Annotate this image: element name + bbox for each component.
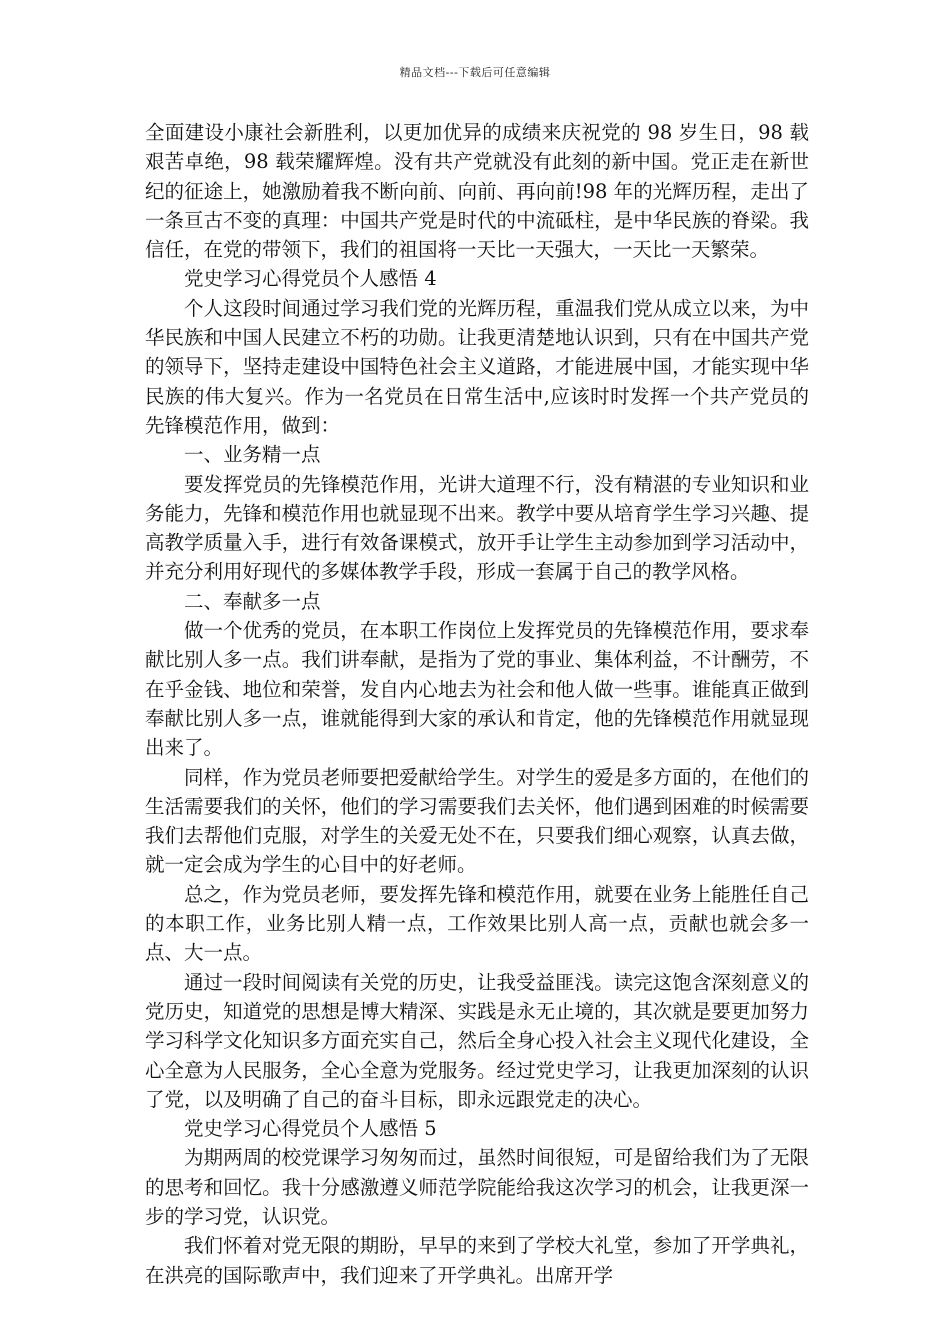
paragraph: 个人这段时间通过学习我们党的光辉历程，重温我们党从成立以来，为中华民族和中国人民建立不朽的功勋。让我更清楚地认识到，只有在中国共产党的领导下，坚持走建设中国特色社会主义道路，才能进展中国，才能实现中华民族的伟大复兴。作为一名党员在日常生活中,应该时时发挥一个共产党员的先锋模范作用，做到： — [145, 296, 809, 437]
paragraph: 全面建设小康社会新胜利，以更加优异的成绩来庆祝党的 98 岁生日，98 载艰苦卓绝，98 载荣耀辉煌。没有共产党就没有此刻的新中国。党正走在新世纪的征途上，她激励着我不断向前、向前、再向前!98 年的光辉历程，走出了一条亘古不变的真理：中国共产党是时代的中流砥柱，是中华民族的脊梁。我信任，在党的带领下，我们的祖国将一天比一天强大，一天比一天繁荣。 — [145, 121, 809, 262]
section-heading: 二、奉献多一点 — [184, 589, 321, 613]
section-heading: 党史学习心得党员个人感悟 4 — [184, 267, 437, 291]
page-header: 精品文档---下载后可任意编辑 — [399, 66, 551, 79]
section-heading: 党史学习心得党员个人感悟 5 — [184, 1117, 437, 1141]
document-body — [145, 118, 809, 1290]
section-heading: 一、业务精一点 — [184, 443, 321, 467]
paragraph: 要发挥党员的先锋模范作用，光讲大道理不行，没有精湛的专业知识和业务能力，先锋和模范作用也就显现不出来。教学中要从培育学生学习兴趣、提高教学质量入手，进行有效备课模式，放开手让学生主动参加到学习活动中，并充分利用好现代的多媒体教学手段，形成一套属于自己的教学风格。 — [145, 472, 809, 584]
paragraph: 做一个优秀的党员，在本职工作岗位上发挥党员的先锋模范作用，要求奉献比别人多一点。我们讲奉献，是指为了党的事业、集体利益，不计酬劳，不在乎金钱、地位和荣誉，发自内心地去为社会和他人做一些事。谁能真正做到奉献比别人多一点，谁就能得到大家的承认和肯定，他的先锋模范作用就显现出来了。 — [145, 619, 809, 760]
paragraph: 为期两周的校党课学习匆匆而过，虽然时间很短，可是留给我们为了无限的思考和回忆。我十分感激遵义师范学院能给我这次学习的机会，让我更深一步的学习党，认识党。 — [145, 1146, 809, 1228]
paragraph: 我们怀着对党无限的期盼，早早的来到了学校大礼堂，参加了开学典礼，在洪亮的国际歌声中，我们迎来了开学典礼。出席开学 — [145, 1234, 809, 1287]
paragraph: 同样，作为党员老师要把爱献给学生。对学生的爱是多方面的，在他们的生活需要我们的关怀，他们的学习需要我们去关怀，他们遇到困难的时候需要我们去帮他们克服，对学生的关爱无处不在，只要我们细心观察，认真去做，就一定会成为学生的心目中的好老师。 — [145, 765, 809, 877]
paragraph: 通过一段时间阅读有关党的历史，让我受益匪浅。读完这饱含深刻意义的党历史，知道党的思想是博大精深、实践是永无止境的，其次就是要更加努力学习科学文化知识多方面充实自己，然后全身心投入社会主义现代化建设，全心全意为人民服务，全心全意为党服务。经过党史学习，让我更加深刻的认识了党，以及明确了自己的奋斗目标，即永远跟党走的决心。 — [145, 970, 809, 1111]
paragraph: 总之，作为党员老师，要发挥先锋和模范作用，就要在业务上能胜任自己的本职工作，业务比别人精一点，工作效果比别人高一点，贡献也就会多一点、大一点。 — [145, 882, 809, 965]
